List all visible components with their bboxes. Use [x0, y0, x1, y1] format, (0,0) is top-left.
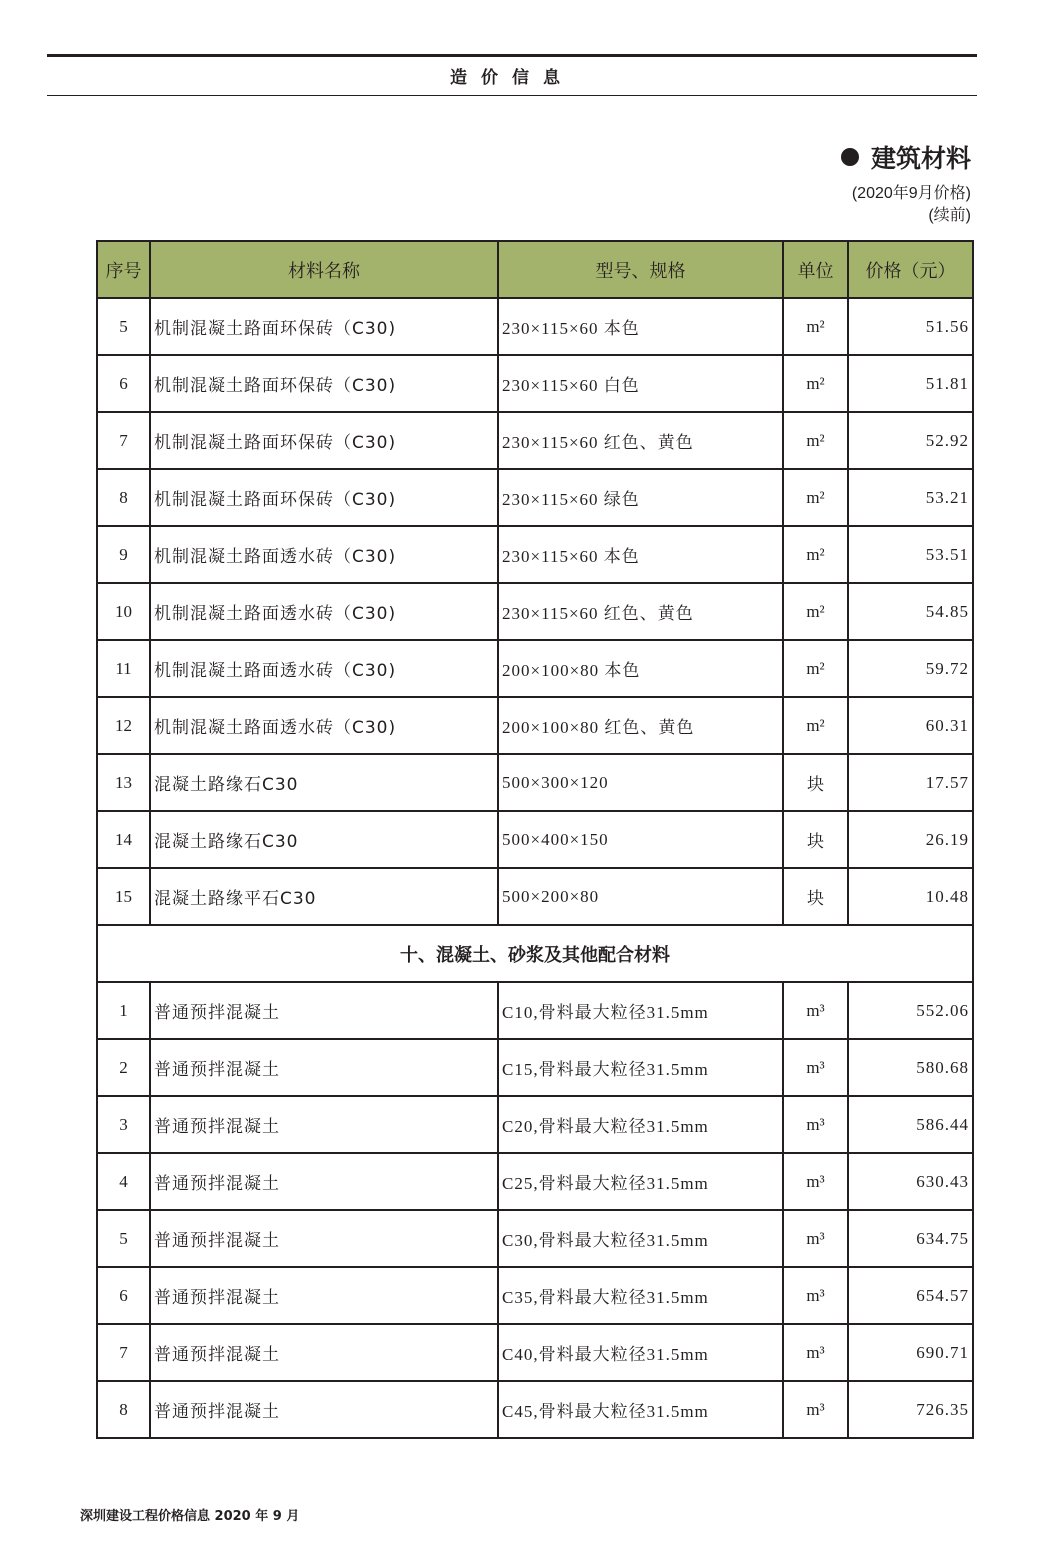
continued-note: (续前) — [928, 207, 971, 224]
table-header-row — [97, 241, 973, 298]
table-row — [97, 1153, 973, 1210]
table-row — [97, 982, 973, 1039]
cell-unit: m³ — [783, 1267, 848, 1324]
cell-unit: m³ — [783, 1039, 848, 1096]
cell-name: 混凝土路缘石C30 — [150, 811, 498, 868]
cell-no: 13 — [97, 754, 150, 811]
cell-spec: 500×400×150 — [498, 811, 783, 868]
cell-spec: 230×115×60 红色、黄色 — [498, 412, 783, 469]
table-row — [97, 298, 973, 355]
cell-name: 机制混凝土路面透水砖（C30) — [150, 697, 498, 754]
col-header-no: 序号 — [97, 241, 150, 298]
cell-no: 2 — [97, 1039, 150, 1096]
cell-no: 6 — [97, 355, 150, 412]
table-row — [97, 811, 973, 868]
cell-no: 8 — [97, 1381, 150, 1438]
cell-unit: m² — [783, 298, 848, 355]
table-row — [97, 469, 973, 526]
cell-name: 混凝土路缘平石C30 — [150, 868, 498, 925]
cell-name: 普通预拌混凝土 — [150, 1324, 498, 1381]
cell-name: 普通预拌混凝土 — [150, 1381, 498, 1438]
table-row — [97, 412, 973, 469]
section-divider-row — [97, 925, 973, 982]
cell-price: 726.35 — [848, 1381, 973, 1438]
cell-unit: m² — [783, 412, 848, 469]
cell-price: 53.21 — [848, 469, 973, 526]
table-row — [97, 640, 973, 697]
table-row — [97, 1096, 973, 1153]
cell-price: 586.44 — [848, 1096, 973, 1153]
table-row — [97, 868, 973, 925]
top-rule — [47, 54, 977, 57]
cell-no: 7 — [97, 1324, 150, 1381]
cell-spec: C15,骨料最大粒径31.5mm — [498, 1039, 783, 1096]
price-period: (2020年9月价格) — [851, 185, 971, 202]
table-body — [97, 298, 973, 1438]
table-row — [97, 754, 973, 811]
price-table — [96, 240, 974, 1439]
table-row — [97, 526, 973, 583]
cell-spec: C40,骨料最大粒径31.5mm — [498, 1324, 783, 1381]
cell-unit: 块 — [783, 811, 848, 868]
header-rule — [47, 95, 977, 96]
cell-no: 1 — [97, 982, 150, 1039]
cell-unit: 块 — [783, 754, 848, 811]
cell-price: 26.19 — [848, 811, 973, 868]
cell-spec: C20,骨料最大粒径31.5mm — [498, 1096, 783, 1153]
cell-unit: m² — [783, 355, 848, 412]
cell-spec: C25,骨料最大粒径31.5mm — [498, 1153, 783, 1210]
table-row — [97, 1267, 973, 1324]
cell-price: 51.81 — [848, 355, 973, 412]
cell-spec: 230×115×60 红色、黄色 — [498, 583, 783, 640]
cell-name: 普通预拌混凝土 — [150, 1210, 498, 1267]
page-header-title: 造价信息 — [450, 68, 574, 88]
cell-name: 普通预拌混凝土 — [150, 1153, 498, 1210]
section-title: 建筑材料 — [870, 144, 971, 173]
cell-name: 机制混凝土路面环保砖（C30) — [150, 355, 498, 412]
cell-unit: m³ — [783, 1381, 848, 1438]
cell-price: 580.68 — [848, 1039, 973, 1096]
bullet-icon — [841, 148, 859, 166]
col-header-name: 材料名称 — [150, 241, 498, 298]
cell-no: 7 — [97, 412, 150, 469]
cell-no: 5 — [97, 1210, 150, 1267]
cell-unit: m² — [783, 469, 848, 526]
cell-name: 机制混凝土路面环保砖（C30) — [150, 469, 498, 526]
cell-no: 6 — [97, 1267, 150, 1324]
cell-name: 机制混凝土路面透水砖（C30) — [150, 640, 498, 697]
cell-spec: C30,骨料最大粒径31.5mm — [498, 1210, 783, 1267]
cell-spec: 230×115×60 白色 — [498, 355, 783, 412]
cell-price: 552.06 — [848, 982, 973, 1039]
cell-spec: 500×300×120 — [498, 754, 783, 811]
cell-price: 17.57 — [848, 754, 973, 811]
cell-unit: m² — [783, 640, 848, 697]
cell-spec: C35,骨料最大粒径31.5mm — [498, 1267, 783, 1324]
table-row — [97, 1210, 973, 1267]
cell-name: 机制混凝土路面透水砖（C30) — [150, 526, 498, 583]
section-divider-title: 十、混凝土、砂浆及其他配合材料 — [97, 925, 973, 982]
cell-spec: 200×100×80 本色 — [498, 640, 783, 697]
cell-price: 654.57 — [848, 1267, 973, 1324]
cell-unit: m³ — [783, 1324, 848, 1381]
col-header-spec: 型号、规格 — [498, 241, 783, 298]
table-row — [97, 1381, 973, 1438]
cell-no: 15 — [97, 868, 150, 925]
cell-price: 59.72 — [848, 640, 973, 697]
cell-name: 机制混凝土路面透水砖（C30) — [150, 583, 498, 640]
cell-price: 10.48 — [848, 868, 973, 925]
cell-unit: m³ — [783, 1153, 848, 1210]
cell-unit: 块 — [783, 868, 848, 925]
table-row — [97, 1039, 973, 1096]
cell-unit: m³ — [783, 1210, 848, 1267]
cell-spec: 230×115×60 绿色 — [498, 469, 783, 526]
cell-price: 60.31 — [848, 697, 973, 754]
cell-spec: 230×115×60 本色 — [498, 526, 783, 583]
cell-unit: m² — [783, 526, 848, 583]
cell-no: 14 — [97, 811, 150, 868]
cell-no: 4 — [97, 1153, 150, 1210]
cell-spec: C45,骨料最大粒径31.5mm — [498, 1381, 783, 1438]
cell-name: 机制混凝土路面环保砖（C30) — [150, 412, 498, 469]
cell-unit: m³ — [783, 1096, 848, 1153]
page-footer: 深圳建设工程价格信息 2020 年 9 月 — [80, 1509, 300, 1524]
cell-no: 3 — [97, 1096, 150, 1153]
cell-name: 普通预拌混凝土 — [150, 1267, 498, 1324]
table-row — [97, 583, 973, 640]
cell-name: 机制混凝土路面环保砖（C30) — [150, 298, 498, 355]
cell-price: 54.85 — [848, 583, 973, 640]
col-header-unit: 单位 — [783, 241, 848, 298]
section-heading — [841, 139, 971, 227]
cell-spec: 230×115×60 本色 — [498, 298, 783, 355]
cell-price: 630.43 — [848, 1153, 973, 1210]
cell-price: 53.51 — [848, 526, 973, 583]
table-row — [97, 1324, 973, 1381]
cell-price: 634.75 — [848, 1210, 973, 1267]
cell-name: 普通预拌混凝土 — [150, 1096, 498, 1153]
cell-price: 52.92 — [848, 412, 973, 469]
cell-price: 690.71 — [848, 1324, 973, 1381]
cell-price: 51.56 — [848, 298, 973, 355]
cell-no: 10 — [97, 583, 150, 640]
col-header-price: 价格（元） — [848, 241, 973, 298]
table-row — [97, 697, 973, 754]
cell-spec: C10,骨料最大粒径31.5mm — [498, 982, 783, 1039]
cell-no: 5 — [97, 298, 150, 355]
cell-name: 普通预拌混凝土 — [150, 982, 498, 1039]
cell-unit: m³ — [783, 982, 848, 1039]
cell-name: 普通预拌混凝土 — [150, 1039, 498, 1096]
cell-unit: m² — [783, 697, 848, 754]
cell-spec: 200×100×80 红色、黄色 — [498, 697, 783, 754]
table-row — [97, 355, 973, 412]
cell-no: 12 — [97, 697, 150, 754]
cell-name: 混凝土路缘石C30 — [150, 754, 498, 811]
cell-no: 11 — [97, 640, 150, 697]
cell-unit: m² — [783, 583, 848, 640]
cell-no: 8 — [97, 469, 150, 526]
cell-no: 9 — [97, 526, 150, 583]
cell-spec: 500×200×80 — [498, 868, 783, 925]
